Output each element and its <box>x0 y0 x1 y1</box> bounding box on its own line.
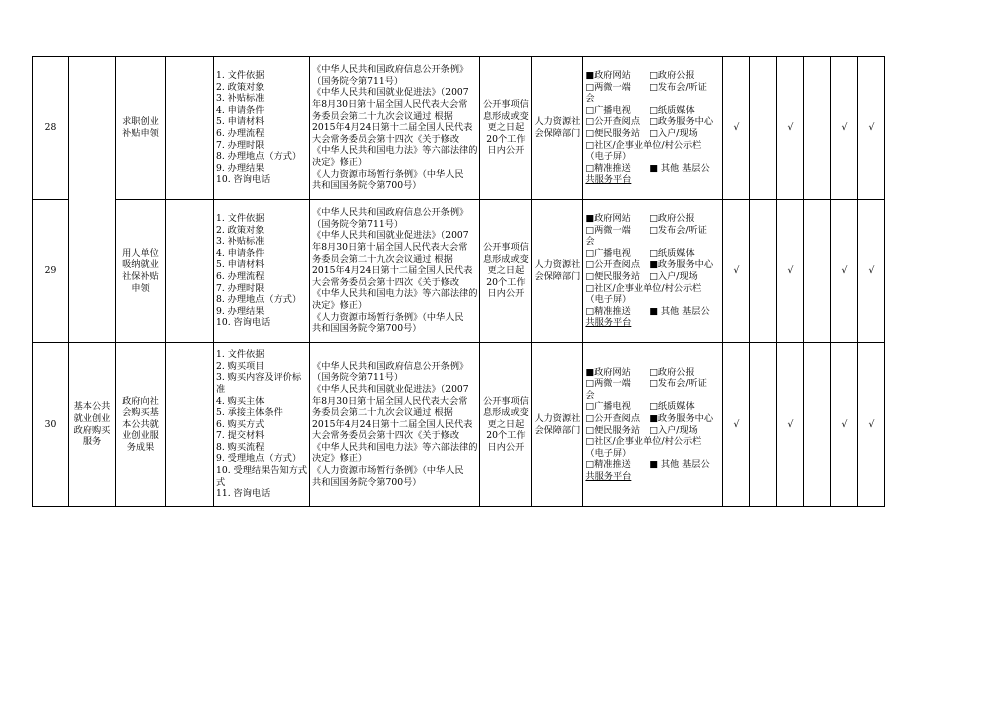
channel-line: □社区/企事业单位/村公示栏 <box>585 436 702 448</box>
tick-cell: √ <box>858 57 885 200</box>
text-line: 《中华人民共和国就业促进法》（2007 <box>312 383 469 395</box>
elements-cell <box>214 200 310 343</box>
text-line: 《中华人民共和国电力法》等六部法律的 <box>312 441 478 453</box>
item-name: 用人单位吸纳就业社保补贴申领 <box>116 200 166 343</box>
channel-line: □两微一端 □发布会/听证 <box>585 378 707 390</box>
text-line: 10. 咨询电话 <box>216 174 271 186</box>
tick-cell <box>804 343 831 507</box>
channel-line: □两微一端 □发布会/听证 <box>585 81 707 93</box>
text-line: 《中华人民共和国政府信息公开条例》 <box>312 64 469 76</box>
text-line: 年8月30日第十届全国人民代表大会常 <box>312 99 468 111</box>
text-line: 务委员会第二十九次会议通过 根据 <box>312 110 453 122</box>
text-line: 《人力资源市场暂行条例》（中华人民 <box>312 168 464 180</box>
tick-cell <box>804 200 831 343</box>
text-line: 决定》修正） <box>312 156 368 168</box>
text-line: 《中华人民共和国电力法》等六部法律的 <box>312 288 478 300</box>
channel-line: □精准推送 ■ 其他 基层公 <box>585 459 710 471</box>
text-line: 2. 政策对象 <box>216 81 265 93</box>
text-line: 4. 申请条件 <box>216 104 265 116</box>
channel-line: 会 <box>585 389 595 401</box>
subject-cell: 人力资源社会保障部门 <box>532 343 583 507</box>
sub-item <box>166 57 214 200</box>
text-line: 《中华人民共和国政府信息公开条例》 <box>312 207 469 219</box>
text-line: 10. 咨询电话 <box>216 317 271 329</box>
row-number: 28 <box>33 57 69 200</box>
channel-line: □便民服务站 □入户/现场 <box>585 271 698 282</box>
subject-cell: 人力资源社会保障部门 <box>532 57 583 200</box>
table-row <box>33 57 885 200</box>
text-line: 8. 购买流程 <box>216 441 265 453</box>
text-line: 务委员会第二十九次会议通过 根据 <box>312 407 453 419</box>
tick-cell: √ <box>777 343 804 507</box>
tick-cell: √ <box>723 57 750 200</box>
channel-line: ■政府网站 □政府公报 <box>585 366 695 378</box>
channel-lines <box>585 367 720 471</box>
text-line: 《人力资源市场暂行条例》（中华人民 <box>312 311 464 323</box>
text-line: 大会常务委员会第十四次《关于修改 <box>312 276 460 288</box>
tick-cell: √ <box>858 200 885 343</box>
channel-line: （电子屏） <box>585 294 632 306</box>
text-line: 11. 咨询电话 <box>216 488 271 500</box>
channel-line: □精准推送 ■ 其他 基层公 <box>585 305 710 317</box>
item-name: 政府向社会购买基本公共就业创业服务成果 <box>116 343 166 507</box>
channel-line: ■政府网站 □政府公报 <box>585 70 695 82</box>
channels-cell <box>583 200 723 343</box>
channel-line: □广播电视 □纸质媒体 <box>585 104 695 116</box>
text-line: 4. 购买主体 <box>216 395 265 407</box>
text-line: 10. 受理结果告知方式 <box>216 465 308 477</box>
time-limit: 公开事项信息形成或变更之日起20个工作日内公开 <box>480 343 532 507</box>
tick-cell: √ <box>777 57 804 200</box>
text-line: 7. 提交材料 <box>216 430 265 442</box>
tick-cell: √ <box>777 200 804 343</box>
channel-line: □公开查阅点 ■政务服务中心 <box>585 259 714 271</box>
text-line: 《中华人民共和国电力法》等六部法律的 <box>312 145 478 157</box>
basis-cell <box>310 200 480 343</box>
time-limit: 公开事项信息形成或变更之日起20个工作日内公开 <box>480 57 532 200</box>
channel-line: □广播电视 □纸质媒体 <box>585 401 695 413</box>
text-line: 决定》修正） <box>312 453 368 465</box>
text-line: 3. 补贴标准 <box>216 93 265 105</box>
text-line: 《中华人民共和国就业促进法》（2007 <box>312 230 469 242</box>
tick-cell: √ <box>723 343 750 507</box>
text-line: 2015年4月24日第十二届全国人民代表 <box>312 122 473 134</box>
channel-line: □精准推送 ■ 其他 基层公 <box>585 162 710 174</box>
text-line: 2015年4月24日第十二届全国人民代表 <box>312 265 473 277</box>
tick-cell <box>804 57 831 200</box>
channel-line: □广播电视 □纸质媒体 <box>585 247 695 259</box>
tick-cell <box>750 343 777 507</box>
table-row <box>33 200 885 343</box>
elements-cell <box>214 343 310 507</box>
tick-cell: √ <box>831 200 858 343</box>
text-line: 式 <box>216 476 226 488</box>
text-line: 《人力资源市场暂行条例》（中华人民 <box>312 465 464 477</box>
elements-cell <box>214 57 310 200</box>
text-line: 6. 购买方式 <box>216 418 265 430</box>
text-line: 《中华人民共和国政府信息公开条例》 <box>312 360 469 372</box>
subject-cell: 人力资源社会保障部门 <box>532 200 583 343</box>
text-line: 2. 政策对象 <box>216 224 265 236</box>
text-line: 5. 申请材料 <box>216 259 265 271</box>
channel-line: （电子屏） <box>585 447 632 459</box>
tick-cell <box>750 57 777 200</box>
tick-cell <box>750 200 777 343</box>
channel-line: ■政府网站 □政府公报 <box>585 213 695 225</box>
channel-line: □公开查阅点 ■政务服务中心 <box>585 412 714 424</box>
text-line: 7. 办理时限 <box>216 139 265 151</box>
channels-cell <box>583 57 723 200</box>
text-line: 准 <box>216 383 226 395</box>
table-row <box>33 343 885 507</box>
channel-tail: 共服务平台 <box>585 174 632 186</box>
text-line: 共和国国务院令第700号） <box>312 180 422 192</box>
channel-line: 会 <box>585 236 595 248</box>
text-line: 5. 承接主体条件 <box>216 407 283 419</box>
channel-tail: 共服务平台 <box>585 470 632 482</box>
disclosure-table <box>32 56 885 507</box>
tick-cell: √ <box>723 200 750 343</box>
text-line: 3. 购买内容及评价标 <box>216 372 302 384</box>
text-line: 年8月30日第十届全国人民代表大会常 <box>312 395 468 407</box>
category-cell <box>69 57 116 343</box>
channel-line: （电子屏） <box>585 151 632 163</box>
channel-lines <box>585 213 720 317</box>
text-line: 9. 办理结果 <box>216 162 265 174</box>
row-number: 30 <box>33 343 69 507</box>
text-line: 共和国国务院令第700号） <box>312 476 422 488</box>
tick-cell: √ <box>831 57 858 200</box>
text-line: 8. 办理地点（方式） <box>216 294 302 306</box>
channel-line: □社区/企事业单位/村公示栏 <box>585 282 702 294</box>
text-line: 1. 文件依据 <box>216 213 265 225</box>
channel-line: □两微一端 □发布会/听证 <box>585 224 707 236</box>
text-line: 决定》修正） <box>312 299 368 311</box>
text-line: 2015年4月24日第十二届全国人民代表 <box>312 418 473 430</box>
text-line: 7. 办理时限 <box>216 282 265 294</box>
sub-item <box>166 200 214 343</box>
channel-tail: 共服务平台 <box>585 317 632 329</box>
text-line: 年8月30日第十届全国人民代表大会常 <box>312 242 468 254</box>
text-line: （国务院令第711号） <box>312 218 404 230</box>
channel-line: □便民服务站 □入户/现场 <box>585 424 698 436</box>
text-line: 务委员会第二十九次会议通过 根据 <box>312 253 453 265</box>
time-limit: 公开事项信息形成或变更之日起20个工作日内公开 <box>480 200 532 343</box>
text-line: 3. 补贴标准 <box>216 236 265 248</box>
category-cell: 基本公共就业创业政府购买服务 <box>69 343 116 507</box>
text-line: 2. 购买项目 <box>216 360 265 372</box>
channel-line: □社区/企事业单位/村公示栏 <box>585 139 702 151</box>
text-line: 大会常务委员会第十四次《关于修改 <box>312 430 460 442</box>
text-line: 5. 申请材料 <box>216 116 265 128</box>
tick-cell: √ <box>858 343 885 507</box>
text-line: （国务院令第711号） <box>312 372 404 384</box>
text-line: 《中华人民共和国就业促进法》（2007 <box>312 87 469 99</box>
basis-cell <box>310 57 480 200</box>
channel-line: □公开查阅点 □政务服务中心 <box>585 116 714 128</box>
text-line: 共和国国务院令第700号） <box>312 323 422 335</box>
text-line: （国务院令第711号） <box>312 75 404 87</box>
text-line: 9. 受理地点（方式） <box>216 453 302 465</box>
text-line: 1. 文件依据 <box>216 70 265 82</box>
text-line: 6. 办理流程 <box>216 271 265 282</box>
channel-lines <box>585 70 720 174</box>
basis-cell <box>310 343 480 507</box>
tick-cell: √ <box>831 343 858 507</box>
item-name: 求职创业补贴申领 <box>116 57 166 200</box>
sub-item <box>166 343 214 507</box>
channels-cell <box>583 343 723 507</box>
text-line: 6. 办理流程 <box>216 128 265 139</box>
text-line: 1. 文件依据 <box>216 349 265 361</box>
text-line: 4. 申请条件 <box>216 247 265 259</box>
channel-line: 会 <box>585 93 595 105</box>
channel-line: □便民服务站 □入户/现场 <box>585 128 698 139</box>
text-line: 大会常务委员会第十四次《关于修改 <box>312 133 460 145</box>
text-line: 9. 办理结果 <box>216 305 265 317</box>
row-number: 29 <box>33 200 69 343</box>
text-line: 8. 办理地点（方式） <box>216 151 302 163</box>
